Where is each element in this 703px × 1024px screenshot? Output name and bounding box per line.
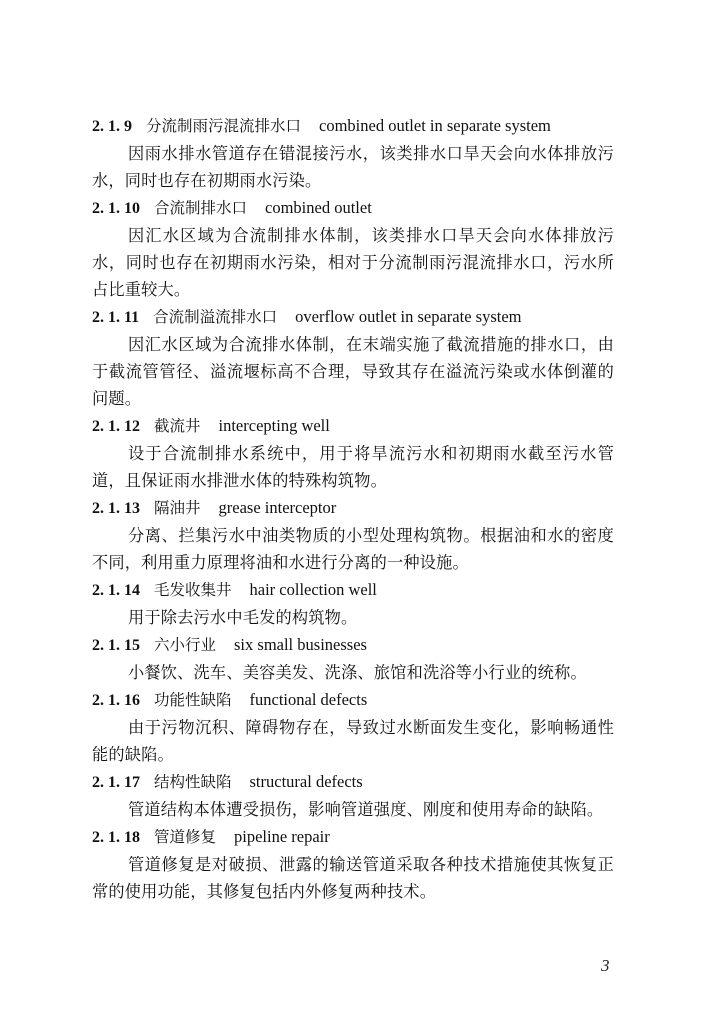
- term-definition: 管道结构本体遭受损伤，影响管道强度、刚度和使用寿命的缺陷。: [128, 800, 604, 819]
- term-english: intercepting well: [218, 416, 330, 435]
- term-heading: [92, 631, 614, 659]
- term-english: grease interceptor: [218, 498, 337, 517]
- term-number: 2. 1. 9: [92, 118, 132, 135]
- term-number: 2. 1. 18: [92, 829, 140, 846]
- term-english: overflow outlet in separate system: [295, 307, 522, 326]
- term-heading: [92, 576, 614, 604]
- term-entry: [92, 686, 614, 768]
- term-english: functional defects: [249, 690, 368, 709]
- term-entry: [92, 194, 614, 303]
- term-definition: 由于污物沉积、障碍物存在，导致过水断面发生变化，影响畅通性能的缺陷。: [92, 718, 614, 764]
- term-chinese: 毛发收集井: [154, 581, 232, 599]
- term-chinese: 隔油井: [154, 499, 201, 517]
- term-heading: [92, 768, 614, 796]
- term-chinese: 合流制排水口: [154, 199, 248, 217]
- term-entry: [92, 412, 614, 494]
- term-number: 2. 1. 10: [92, 200, 140, 217]
- term-definition: 用于除去污水中毛发的构筑物。: [128, 608, 358, 627]
- term-definition: 因汇水区域为合流制排水体制，该类排水口旱天会向水体排放污水，同时也存在初期雨水污染，相对于分流制雨污混流排水口，污水所占比重较大。: [92, 226, 614, 299]
- term-chinese: 六小行业: [154, 636, 217, 654]
- term-chinese: 功能性缺陷: [154, 691, 232, 709]
- term-chinese: 管道修复: [154, 828, 217, 846]
- term-number: 2. 1. 11: [92, 309, 140, 326]
- term-english: structural defects: [249, 772, 363, 791]
- term-english: six small businesses: [234, 635, 367, 654]
- term-heading: [92, 112, 614, 140]
- term-definition: 管道修复是对破损、泄露的输送管道采取各种技术措施使其恢复正常的使用功能，其修复包括内外修复两种技术。: [92, 855, 614, 901]
- term-entry: [92, 768, 614, 823]
- term-entry: [92, 631, 614, 686]
- term-chinese: 结构性缺陷: [154, 773, 232, 791]
- term-definition: 小餐饮、洗车、美容美发、洗涤、旅馆和洗浴等小行业的统称。: [128, 663, 587, 682]
- term-number: 2. 1. 16: [92, 692, 140, 709]
- term-entry: [92, 823, 614, 905]
- term-heading: [92, 823, 614, 851]
- term-english: combined outlet: [265, 198, 372, 217]
- term-chinese: 分流制雨污混流排水口: [146, 117, 302, 135]
- term-heading: [92, 494, 614, 522]
- term-chinese: 合流制溢流排水口: [153, 308, 278, 326]
- term-number: 2. 1. 17: [92, 774, 140, 791]
- term-english: pipeline repair: [234, 827, 330, 846]
- term-number: 2. 1. 15: [92, 637, 140, 654]
- term-entry: [92, 576, 614, 631]
- term-heading: [92, 303, 614, 331]
- term-definition: 因汇水区域为合流排水体制，在末端实施了截流措施的排水口，由于截流管管径、溢流堰标高不合理，导致其存在溢流污染或水体倒灌的问题。: [92, 335, 614, 408]
- term-heading: [92, 412, 614, 440]
- term-heading: [92, 194, 614, 222]
- term-number: 2. 1. 13: [92, 500, 140, 517]
- term-english: combined outlet in separate system: [319, 116, 551, 135]
- term-entry: [92, 303, 614, 412]
- page-number: 3: [601, 956, 610, 975]
- term-entry: [92, 112, 614, 194]
- term-chinese: 截流井: [154, 417, 201, 435]
- term-number: 2. 1. 14: [92, 582, 140, 599]
- term-definition: 设于合流制排水系统中，用于将旱流污水和初期雨水截至污水管道，且保证雨水排泄水体的特殊构筑物。: [92, 444, 614, 490]
- term-entry: [92, 494, 614, 576]
- term-list: [92, 112, 614, 905]
- term-definition: 分离、拦集污水中油类物质的小型处理构筑物。根据油和水的密度不同，利用重力原理将油和水进行分离的一种设施。: [92, 526, 614, 572]
- term-number: 2. 1. 12: [92, 418, 140, 435]
- term-definition: 因雨水排水管道存在错混接污水，该类排水口旱天会向水体排放污水，同时也存在初期雨水污染。: [92, 144, 614, 190]
- term-heading: [92, 686, 614, 714]
- term-english: hair collection well: [249, 580, 377, 599]
